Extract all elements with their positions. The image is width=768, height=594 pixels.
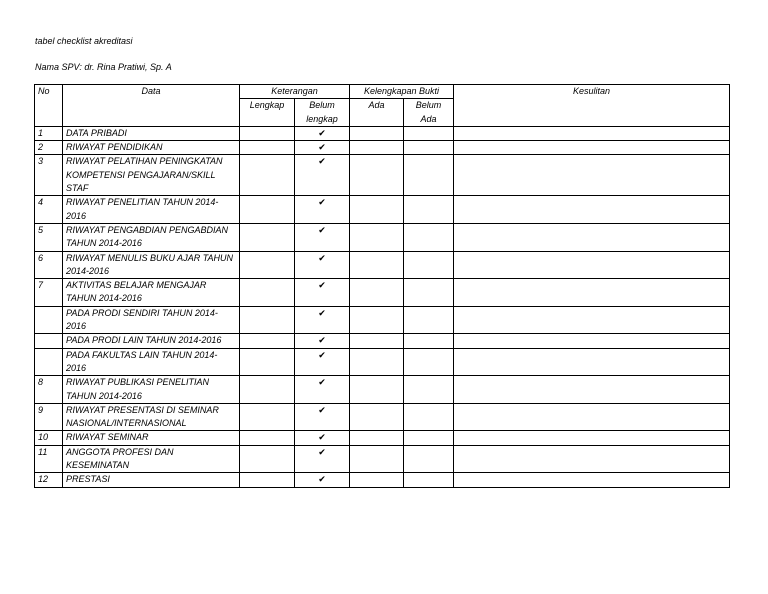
cell-belum-lengkap: ✔ [295, 431, 350, 445]
cell-ada [350, 431, 404, 445]
cell-belum-ada [404, 126, 454, 140]
cell-kesulitan [454, 376, 730, 404]
cell-belum-ada [404, 306, 454, 334]
cell-kesulitan [454, 196, 730, 224]
cell-ada [350, 473, 404, 487]
row-number: 2 [35, 141, 63, 155]
cell-belum-lengkap: ✔ [295, 251, 350, 279]
header-row-top [35, 85, 730, 99]
table-row [35, 126, 730, 140]
cell-lengkap [240, 196, 295, 224]
cell-kesulitan [454, 141, 730, 155]
table-row [35, 223, 730, 251]
cell-ada [350, 223, 404, 251]
cell-belum-lengkap: ✔ [295, 445, 350, 473]
cell-kesulitan [454, 403, 730, 431]
cell-belum-lengkap: ✔ [295, 348, 350, 376]
cell-lengkap [240, 334, 295, 348]
cell-ada [350, 348, 404, 376]
row-number [35, 334, 63, 348]
cell-lengkap [240, 155, 295, 196]
header-kesulitan: Kesulitan [454, 85, 730, 127]
row-number: 12 [35, 473, 63, 487]
table-row [35, 348, 730, 376]
table-row [35, 431, 730, 445]
table-row [35, 445, 730, 473]
table-row [35, 141, 730, 155]
cell-belum-ada [404, 155, 454, 196]
header-kelengkapan-bukti: Kelengkapan Bukti [350, 85, 454, 99]
header-lengkap: Lengkap [240, 99, 295, 127]
row-number: 5 [35, 223, 63, 251]
cell-ada [350, 334, 404, 348]
table-row [35, 279, 730, 307]
cell-belum-lengkap: ✔ [295, 155, 350, 196]
cell-kesulitan [454, 306, 730, 334]
cell-belum-lengkap: ✔ [295, 223, 350, 251]
cell-kesulitan [454, 155, 730, 196]
cell-belum-ada [404, 473, 454, 487]
header-data: Data [63, 85, 240, 127]
row-number: 1 [35, 126, 63, 140]
row-data-label: ANGGOTA PROFESI DAN KESEMINATAN [63, 445, 240, 473]
cell-lengkap [240, 306, 295, 334]
row-data-label: RIWAYAT SEMINAR [63, 431, 240, 445]
table-row [35, 403, 730, 431]
row-data-label: RIWAYAT PENGABDIAN PENGABDIAN TAHUN 2014-2016 [63, 223, 240, 251]
table-row [35, 334, 730, 348]
cell-belum-ada [404, 251, 454, 279]
checklist-table [34, 84, 730, 488]
cell-belum-ada [404, 223, 454, 251]
table-row [35, 155, 730, 196]
cell-lengkap [240, 279, 295, 307]
header-ada: Ada [350, 99, 404, 127]
row-data-label: RIWAYAT PENDIDIKAN [63, 141, 240, 155]
row-number: 7 [35, 279, 63, 307]
table-row [35, 196, 730, 224]
cell-lengkap [240, 126, 295, 140]
row-number [35, 306, 63, 334]
cell-ada [350, 403, 404, 431]
cell-kesulitan [454, 279, 730, 307]
cell-lengkap [240, 473, 295, 487]
row-data-label: PADA FAKULTAS LAIN TAHUN 2014-2016 [63, 348, 240, 376]
table-row [35, 306, 730, 334]
cell-belum-lengkap: ✔ [295, 334, 350, 348]
cell-belum-ada [404, 376, 454, 404]
cell-lengkap [240, 348, 295, 376]
header-keterangan: Keterangan [240, 85, 350, 99]
row-number: 9 [35, 403, 63, 431]
row-number: 6 [35, 251, 63, 279]
cell-ada [350, 306, 404, 334]
row-data-label: RIWAYAT MENULIS BUKU AJAR TAHUN 2014-2016 [63, 251, 240, 279]
row-data-label: AKTIVITAS BELAJAR MENGAJAR TAHUN 2014-2016 [63, 279, 240, 307]
cell-ada [350, 155, 404, 196]
cell-belum-ada [404, 445, 454, 473]
cell-kesulitan [454, 251, 730, 279]
cell-lengkap [240, 431, 295, 445]
cell-kesulitan [454, 473, 730, 487]
cell-ada [350, 251, 404, 279]
row-data-label: PADA PRODI SENDIRI TAHUN 2014-2016 [63, 306, 240, 334]
document-title: tabel checklist akreditasi [35, 36, 133, 46]
row-number: 11 [35, 445, 63, 473]
row-data-label: DATA PRIBADI [63, 126, 240, 140]
table-row [35, 376, 730, 404]
cell-kesulitan [454, 223, 730, 251]
cell-belum-ada [404, 279, 454, 307]
cell-ada [350, 279, 404, 307]
cell-belum-ada [404, 141, 454, 155]
table-row [35, 473, 730, 487]
cell-kesulitan [454, 348, 730, 376]
supervisor-name: Nama SPV: dr. Rina Pratiwi, Sp. A [35, 62, 172, 72]
row-data-label: PRESTASI [63, 473, 240, 487]
cell-ada [350, 445, 404, 473]
cell-belum-lengkap: ✔ [295, 376, 350, 404]
cell-belum-ada [404, 403, 454, 431]
cell-lengkap [240, 445, 295, 473]
cell-belum-lengkap: ✔ [295, 279, 350, 307]
cell-belum-lengkap: ✔ [295, 473, 350, 487]
cell-belum-lengkap: ✔ [295, 141, 350, 155]
cell-belum-lengkap: ✔ [295, 196, 350, 224]
table-body [35, 126, 730, 487]
row-data-label: RIWAYAT PUBLIKASI PENELITIAN TAHUN 2014-2016 [63, 376, 240, 404]
cell-lengkap [240, 223, 295, 251]
cell-kesulitan [454, 334, 730, 348]
row-number: 3 [35, 155, 63, 196]
row-data-label: RIWAYAT PRESENTASI DI SEMINAR NASIONAL/INTERNASIONAL [63, 403, 240, 431]
cell-belum-ada [404, 348, 454, 376]
cell-kesulitan [454, 445, 730, 473]
row-number [35, 348, 63, 376]
cell-kesulitan [454, 431, 730, 445]
cell-belum-lengkap: ✔ [295, 306, 350, 334]
cell-ada [350, 196, 404, 224]
header-belum-ada: Belum Ada [404, 99, 454, 127]
cell-ada [350, 376, 404, 404]
cell-ada [350, 126, 404, 140]
row-data-label: RIWAYAT PELATIHAN PENINGKATAN KOMPETENSI PENGAJARAN/SKILL STAF [63, 155, 240, 196]
cell-lengkap [240, 376, 295, 404]
table-row [35, 251, 730, 279]
header-belum-lengkap: Belum lengkap [295, 99, 350, 127]
cell-lengkap [240, 251, 295, 279]
cell-belum-lengkap: ✔ [295, 403, 350, 431]
cell-belum-ada [404, 334, 454, 348]
row-data-label: RIWAYAT PENELITIAN TAHUN 2014-2016 [63, 196, 240, 224]
row-number: 10 [35, 431, 63, 445]
cell-lengkap [240, 403, 295, 431]
header-no: No [35, 85, 63, 127]
cell-kesulitan [454, 126, 730, 140]
row-data-label: PADA PRODI LAIN TAHUN 2014-2016 [63, 334, 240, 348]
row-number: 8 [35, 376, 63, 404]
cell-belum-lengkap: ✔ [295, 126, 350, 140]
cell-belum-ada [404, 196, 454, 224]
row-number: 4 [35, 196, 63, 224]
cell-lengkap [240, 141, 295, 155]
cell-belum-ada [404, 431, 454, 445]
cell-ada [350, 141, 404, 155]
